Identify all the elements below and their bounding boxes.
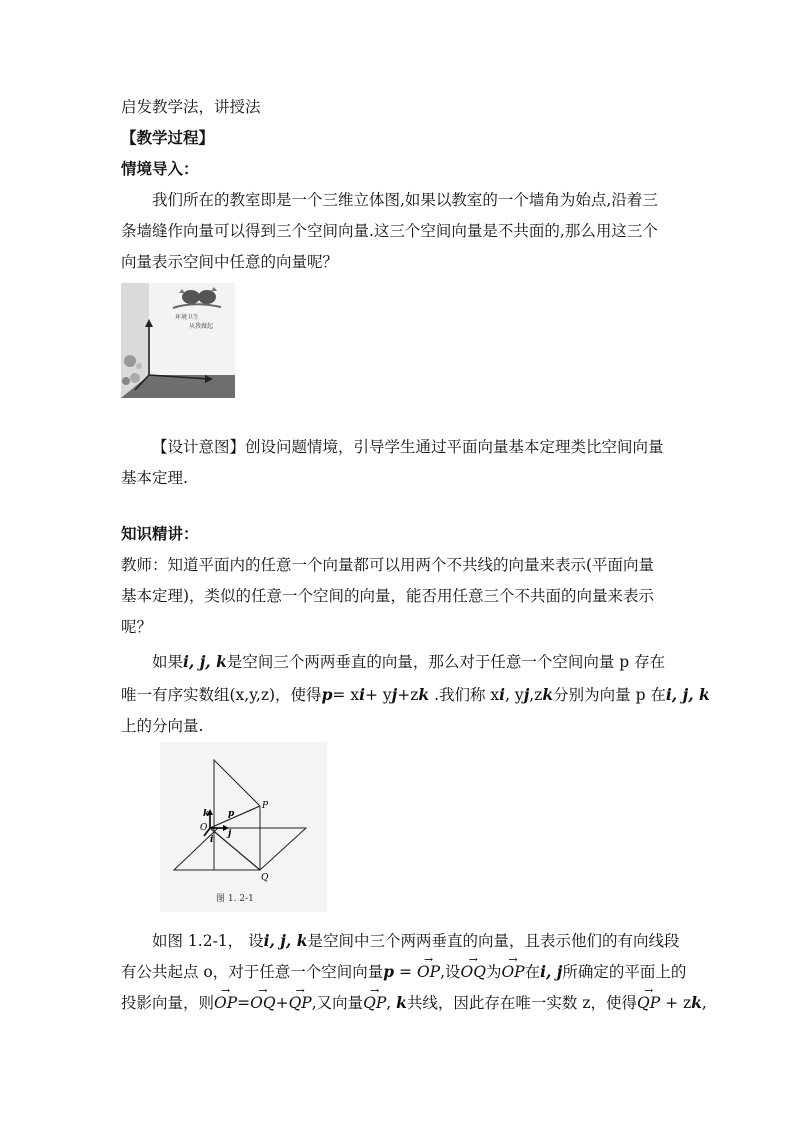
- label-P: P: [262, 801, 269, 811]
- classroom-corner-image: [121, 283, 235, 398]
- teacher-line-3: 呢？: [121, 618, 153, 636]
- vector-diagram-figure: [160, 742, 327, 912]
- design-intent-line-1: 【设计意图】创设问题情境，引导学生通过平面向量基本定理类比空间向量: [152, 438, 664, 456]
- design-intent-line-2: 基本定理.: [121, 469, 188, 487]
- wall-text-2: 从我做起: [189, 323, 214, 330]
- label-i: i: [210, 835, 214, 845]
- para-fig-line-3: 投影向量，则→ OP=→ OQ+→ QP,又向量→ QP, k共线，因此存在唯一实数 z，使得→ QP + zk,: [121, 993, 681, 1013]
- para-if-line-2: 唯一有序实数组(x,y,z)，使得p= xi+ yj+zk .我们称 xi, yj,zk分别为向量 p 在i, j, k: [121, 685, 710, 704]
- teaching-method-line: 启发教学法，讲授法: [121, 98, 261, 116]
- situation-heading: 情境导入：: [121, 159, 199, 178]
- situation-line-2: 条墙缝作向量可以得到三个空间向量.这三个空间向量是不共面的,那么用这三个: [121, 222, 658, 240]
- knowledge-heading: 知识精讲：: [121, 524, 199, 543]
- label-Q: Q: [261, 873, 269, 883]
- wall-text-1: 环境卫生: [175, 314, 200, 321]
- teacher-line-2: 基本定理)，类似的任意一个空间的向量，能否用任意三个不共面的向量来表示: [121, 587, 655, 605]
- para-fig-line-1: 如图 1.2-1， 设i, j, k是空间中三个两两垂直的向量，且表示他们的有向线段: [152, 931, 680, 950]
- label-k: k: [203, 809, 210, 819]
- ijk-symbol: i, j, k: [183, 652, 227, 671]
- label-p: p: [228, 809, 235, 819]
- situation-line-3: 向量表示空间中任意的向量呢？: [121, 253, 339, 271]
- para-if-line-3: 上的分向量.: [121, 717, 204, 735]
- label-j: j: [228, 829, 232, 839]
- para-if-line-1: 如果i, j, k是空间三个两两垂直的向量，那么对于任意一个空间向量 p 存在: [152, 652, 666, 671]
- teacher-line-1: 教师：知道平面内的任意一个向量都可以用两个不共线的向量来表示(平面向量: [121, 556, 655, 574]
- section-heading: 【教学过程】: [121, 128, 215, 147]
- figure-caption: 图 1. 2-1: [216, 894, 254, 904]
- situation-line-1: 我们所在的教室即是一个三维立体图,如果以教室的一个墙角为始点,沿着三: [152, 191, 658, 209]
- para-fig-line-2: 有公共起点 o，对于任意一个空间向量p = → OP,设→ OQ为→ OP在i, j所确定的平面上的: [121, 962, 681, 982]
- label-O: O: [200, 823, 208, 833]
